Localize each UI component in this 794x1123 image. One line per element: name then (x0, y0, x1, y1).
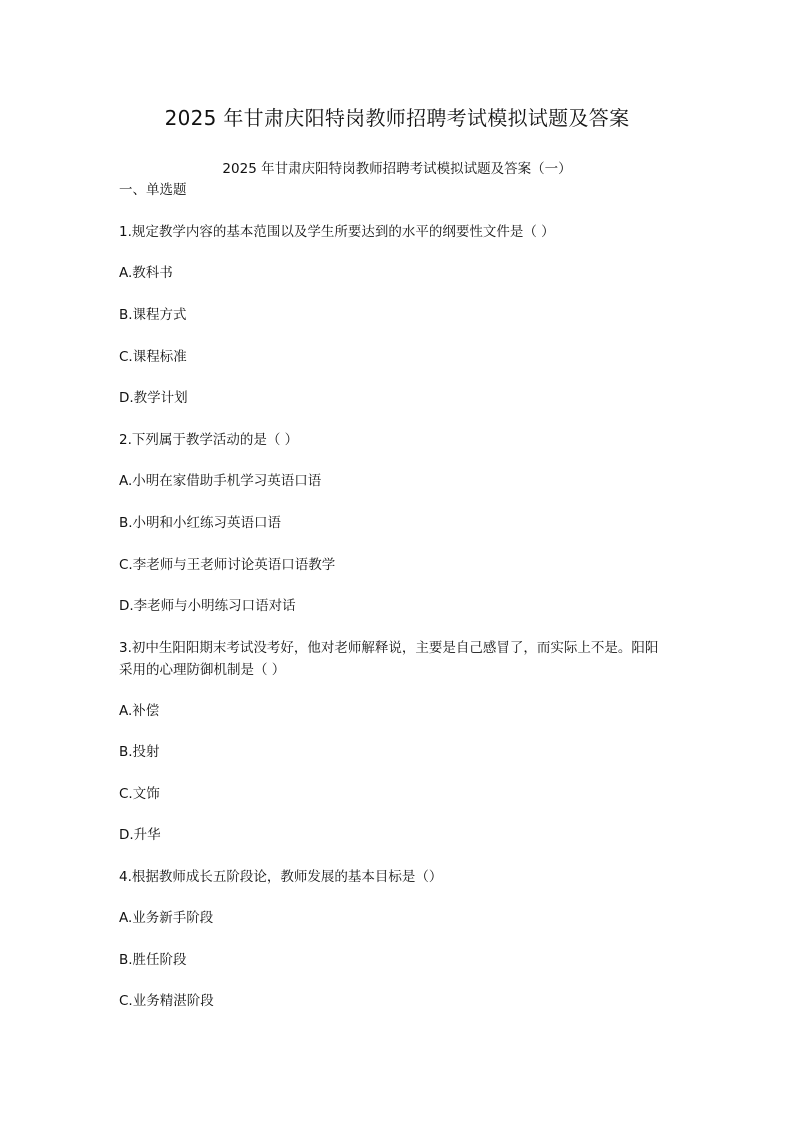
answer-option: A.教科书 (119, 265, 173, 281)
answer-option: D.李老师与小明练习口语对话 (119, 598, 296, 614)
answer-option: A.业务新手阶段 (119, 910, 214, 926)
answer-option: C.课程标准 (119, 349, 187, 365)
answer-option: B.胜任阶段 (119, 952, 187, 968)
answer-option: A.补偿 (119, 703, 160, 719)
document-title: 2025 年甘肃庆阳特岗教师招聘考试模拟试题及答案 (164, 106, 630, 130)
document-subtitle: 2025 年甘肃庆阳特岗教师招聘考试模拟试题及答案（一） (222, 161, 572, 177)
answer-option: D.升华 (119, 827, 161, 843)
answer-option: C.文饰 (119, 786, 160, 802)
section-heading: 一、单选题 (119, 182, 187, 198)
answer-option: C.业务精湛阶段 (119, 993, 214, 1009)
answer-option: B.投射 (119, 744, 160, 760)
question-stem: 1.规定教学内容的基本范围以及学生所要达到的水平的纲要性文件是（ ） (119, 224, 555, 240)
answer-option: B.课程方式 (119, 307, 187, 323)
answer-option: A.小明在家借助手机学习英语口语 (119, 473, 322, 489)
answer-option: D.教学计划 (119, 390, 188, 406)
question-stem: 3.初中生阳阳期末考试没考好，他对老师解释说，主要是自己感冒了，而实际上不是。阳阳采用的心理防御机制是（ ） (119, 640, 659, 678)
question-stem: 4.根据教师成长五阶段论，教师发展的基本目标是（） (119, 869, 443, 885)
question-stem: 2.下列属于教学活动的是（ ） (119, 432, 299, 448)
answer-option: B.小明和小红练习英语口语 (119, 515, 282, 531)
answer-option: C.李老师与王老师讨论英语口语教学 (119, 557, 336, 573)
